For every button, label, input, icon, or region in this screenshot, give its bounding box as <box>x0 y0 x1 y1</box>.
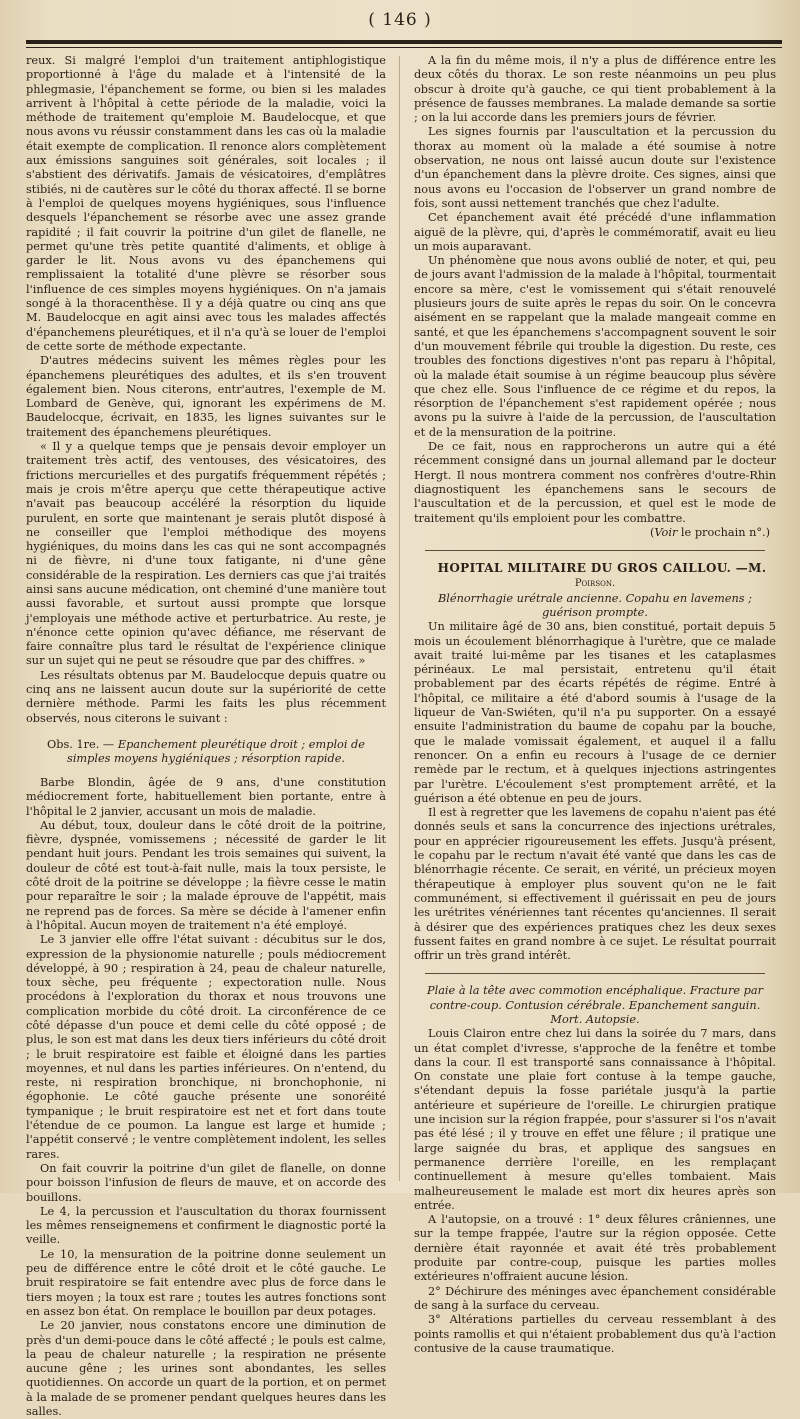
paragraph: reux. Si malgré l'emploi d'un traitement antiphlogistique proportionné à l'âge du malade et à l'intensité de la phlegmasie, l'épanchement se forme, ou bien si les malades arrivent à l'hôpital à cette période de la maladie, voici la méthode de traitement qu'emploie M. Baudelocque, et que nous avons vu réussir constamment dans les cas où la maladie était exempte de complication. Il renonce alors complètement aux émissions sanguines soit générales, soit locales ; il s'abstient des dérivatifs. Jamais de vésicatoires, d'emplâtres stibiés, ni de cautères sur le côté du thorax affecté. Il se borne à l'emploi de quelques moyens hygiéniques, sous l'influence desquels l'épanchement se résorbe avec une assez grande rapidité ; il fait couvrir la poitrine d'un gilet de flanelle, ne permet qu'une très petite quantité d'aliments, et oblige à garder le lit. Nous avons vu des épanchemens qui remplissaient la totalité d'une plèvre se résorber sous l'influence de ces simples moyens hygiéniques. On n'a jamais songé à la thoracenthèse. Il y a déjà quatre ou cinq ans que M. Baudelocque en agit ainsi avec tous les malades affectés d'épanchemens pleurétiques, et il n'a qu'à se louer de l'emploi de cette sorte de méthode expectante. <box>26 54 386 353</box>
continuation-voir: Voir <box>654 525 678 539</box>
right-column <box>414 54 776 1355</box>
section-separator <box>425 550 765 551</box>
paragraph: Le 4, la percussion et l'auscultation du thorax fournissent les mêmes renseignemens et confirment le diagnostic porté la veille. <box>26 1204 386 1247</box>
paragraph: On fait couvrir la poitrine d'un gilet de flanelle, on donne pour boisson l'infusion de fleurs de mauve, et on accorde des bouillons. <box>26 1161 386 1204</box>
paragraph: Louis Clairon entre chez lui dans la soirée du 7 mars, dans un état complet d'ivresse, s'approche de la fenêtre et tombe dans la cour. Il est transporté sans connaissance à l'hôpital. On constate une plaie fort contuse à la tempe gauche, s'étendant depuis la fosse pariétale jusqu'à la partie antérieure et supérieure de l'oreille. Le chirurgien pratique une incision sur la région frappée, pour s'assurer si l'os n'avait pas été lésé ; il y trouve en effet une fêlure ; il pratique une large saignée du bras, et applique des sangsues en permanence derrière l'oreille, en les remplaçant continuellement à mesure qu'elles tombaient. Mais malheureusement le malade est mort dix heures après son entrée. <box>414 1027 776 1212</box>
continuation-rest: le prochain n°.) <box>677 525 770 539</box>
case-subheading: Blénorrhagie urétrale ancienne. Copahu en lavemens ; guérison prompte. <box>438 591 752 619</box>
paragraph: Il est à regretter que les lavemens de copahu n'aient pas été donnés seuls et sans la concurrence des injections urétrales, pour en apprécier rigoureusement les effets. Jusqu'à présent, le copahu par le rectum n'avait été vanté que dans les cas de blénorrhagie récente. Ce serait, en vérité, un précieux moyen thérapeutique à employer plus souvent qu'on ne le fait communément, si effectivement il guérissait en peu de jours les urétrites vénériennes tant récentes qu'anciennes. Il serait à désirer que des expériences pratiques chez les deux sexes fussent faites en grand nombre à ce sujet. Le résultat pourrait offrir un très grand intérêt. <box>414 806 776 963</box>
hospital-author: Poirson. <box>574 578 616 590</box>
paragraph: D'autres médecins suivent les mêmes règles pour les épanchemens pleurétiques des adultes, et ils s'en trouvent également bien. Nous citerons, entr'autres, l'exemple de M. Lombard de Genève, qui, ignorant les expérimens de M. Baudelocque, écrivait, en 1835, les lignes suivantes sur le traitement des épanchemens pleurétiques. <box>26 354 386 439</box>
hospital-title: HOPITAL MILITAIRE DU GROS CAILLOU. —M. <box>437 561 767 576</box>
paragraph: Le 10, la mensuration de la poitrine donne seulement un peu de différence entre le côté droit et le côté gauche. Le bruit respiratoire se fait entendre avec plus de force dans le tiers moyen ; la toux est rare ; toutes les autres fonctions sont en assez bon état. On remplace le bouillon par deux potages. <box>26 1247 386 1318</box>
paragraph: Les signes fournis par l'auscultation et la percussion du thorax au moment où la malade a été soumise à notre observation, ne nous ont laissé aucun doute sur l'existence d'un épanchement dans la plèvre droite. Ces signes, ainsi que nous avons eu l'occasion de l'observer un grand nombre de fois, sont aussi nettement tranchés que chez l'adulte. <box>414 125 776 210</box>
paragraph: Au début, toux, douleur dans le côté droit de la poitrine, fièvre, dyspnée, vomissemens ; nécessité de garder le lit pendant huit jours. Pendant les trois semaines qui suivent, la douleur de côté est tout-à-fait nulle, mais la toux persiste, le côté droit de la poitrine se développe ; la fièvre cesse le matin pour reparaître le soir ; la malade éprouve de l'appétit, mais ne reprend pas de forces. Sa mère se décide à l'amener enfin à l'hôpital. Aucun moyen de traitement n'a été employé. <box>26 818 386 932</box>
paragraph: Barbe Blondin, âgée de 9 ans, d'une constitution médiocrement forte, habituellement bien portante, entre à l'hôpital le 2 janvier, accusant un mois de maladie. <box>26 775 386 818</box>
paragraph: A la fin du même mois, il n'y a plus de différence entre les deux côtés du thorax. Le son reste néanmoins un peu plus obscur à droite qu'à gauche, ce qui tient probablement à la présence de fausses membranes. La malade demande sa sortie ; on la lui accorde dans les premiers jours de février. <box>414 54 776 125</box>
observation-title: Epanchement pleurétique droit ; emploi de simples moyens hygiéniques ; résorption rapide. <box>67 737 365 765</box>
observation-heading <box>26 738 386 766</box>
paragraph: Le 3 janvier elle offre l'état suivant : décubitus sur le dos, expression de la physionomie naturelle ; pouls médiocrement développé, à 90 ; respiration à 24, peau de chaleur naturelle, toux sèche, peu fréquente ; expectoration nulle. Nous procédons à l'exploration du thorax et nous trouvons une complication morbide du côté droit. La circonférence de ce côté dépasse d'un pouce et demi celle du côté opposé ; de plus, le son est mat dans les deux tiers inférieurs du côté droit ; le bruit respiratoire est faible et éloigné dans les parties moyennes, et nul dans les parties inférieures. On n'entend, du reste, ni respiration bronchique, ni bronchophonie, ni égophonie. Le côté gauche présente une sonoréité tympanique ; le bruit respiratoire est net et fort dans toute l'étendue de ce poumon. La langue est large et humide ; l'appétit conservé ; le ventre complètement indolent, les selles rares. <box>26 933 386 1161</box>
page-number: ( 146 ) <box>368 10 432 30</box>
section-heading <box>414 561 776 592</box>
continuation-open: ( <box>649 525 655 539</box>
paragraph: Le 20 janvier, nous constatons encore une diminution de près d'un demi-pouce dans le côté affecté ; le pouls est calme, la peau de chaleur naturelle ; la respiration ne présente aucune gêne ; les urines sont abondantes, les selles quotidiennes. On accorde un quart de la portion, et on permet à la malade de se promener pendant quelques heures dans les salles. <box>26 1319 386 1419</box>
paragraph: Un militaire âgé de 30 ans, bien constitué, portait depuis 5 mois un écoulement blénorrhagique à l'urètre, que ce malade avait traité lui-même par les tisanes et les cataplasmes périnéaux. Le mal persistait, entretenu qu'il était probablement par des écarts répétés de régime. Entré à l'hôpital, ce militaire a été d'abord soumis à l'usage de la liqueur de Van-Swiéten, qu'il n'a pu supporter. On a essayé ensuite l'administration du baume de copahu par la bouche, que le malade vomissait également, et auquel il a fallu renoncer. On a enfin eu recours à l'usage de ce dernier remède par le rectum, et à quelques injections astringentes par l'urètre. L'écoulement s'est promptement arrêté, et la guérison a été obtenue en peu de jours. <box>414 620 776 805</box>
continuation-note <box>414 526 776 540</box>
header-rule-thin <box>26 47 782 48</box>
section-separator <box>425 973 765 974</box>
observation-label: Obs. 1re. — <box>47 737 115 751</box>
paragraph: Les résultats obtenus par M. Baudelocque depuis quatre ou cinq ans ne laissent aucun doute sur la supériorité de cette dernière méthode. Parmi les faits les plus récemment observés, nous citerons le suivant : <box>26 668 386 725</box>
paragraph: 2° Déchirure des méninges avec épanchement considérable de sang à la surface du cerveau. <box>414 1284 776 1312</box>
left-column <box>26 54 386 1419</box>
column-divider <box>399 56 400 1181</box>
case-subheading: Plaie à la tête avec commotion encéphalique. Fracture par contre-coup. Contusion cérébrale. Epanchement sanguin. Mort. Autopsie. <box>426 984 764 1026</box>
paragraph: A l'autopsie, on a trouvé : 1° deux fêlures crâniennes, une sur la tempe frappée, l'autre sur la région opposée. Cette dernière était rayonnée et avait été très probablement produite par contre-coup, puisque les parties molles extérieures n'offraient aucune lésion. <box>414 1213 776 1284</box>
paragraph: 3° Altérations partielles du cerveau ressemblant à des points ramollis et qui n'étaient probablement dus qu'à l'action contusive de la cause traumatique. <box>414 1313 776 1355</box>
header-rule-thick <box>26 40 782 44</box>
paragraph: Cet épanchement avait été précédé d'une inflammation aiguë de la plèvre, qui, d'après le commémoratif, avait eu lieu un mois auparavant. <box>414 211 776 253</box>
paragraph: Un phénomène que nous avons oublié de noter, et qui, peu de jours avant l'admission de la malade à l'hôpital, tourmentait encore sa mère, c'est le vomissement qui s'était renouvelé plusieurs jours de suite après le repas du soir. On le concevra aisément en se rappelant que la malade mangeait comme en santé, et que les épanchemens s'accompagnent souvent le soir d'un mouvement fébrile qui trouble la digestion. Du reste, ces troubles des fonctions digestives n'ont pas reparu à l'hôpital, où la malade était soumise à un régime beaucoup plus sévère que chez elle. Sous l'influence de ce régime et du repos, la résorption de l'épanchement s'est rapidement opérée ; nous avons pu la suivre à l'aide de la percussion, de l'auscultation et de la mensuration de la poitrine. <box>414 254 776 439</box>
quoted-paragraph: « Il y a quelque temps que je pensais devoir employer un traitement très actif, des ventouses, des vésicatoires, des frictions mercurielles et des purgatifs fréquemment répétés ; mais je crois m'être aperçu que cette thérapeutique active n'avait pas beaucoup accéléré la résorption du liquide purulent, en sorte que maintenant je serais plutôt disposé à ne conseiller que l'emploi méthodique des moyens hygiéniques, du moins dans les cas qui ne sont accompagnés ni de fièvre, ni d'une toux fatigante, ni d'une gêne considérable de la respiration. Les derniers cas que j'ai traités ainsi sans aucune médication, ont cheminé d'une manière tout aussi favorable, et surtout aussi prompte que lorsque j'employais une méthode active et perturbatrice. Au reste, je n'énonce cette opinion qu'avec défiance, me réservant de faire connaître plus tard le résultat de l'expérience clinique sur un sujet qui ne peut se résoudre que par des chiffres. » <box>26 440 386 668</box>
paragraph: De ce fait, nous en rapprocherons un autre qui a été récemment consigné dans un journal allemand par le docteur Hergt. Il nous montrera comment nos confrères d'outre-Rhin diagnostiquent les épanchemens sans le secours de l'auscultation et de la percussion, et quel est le mode de traitement qu'ils emploient pour les combattre. <box>414 440 776 525</box>
